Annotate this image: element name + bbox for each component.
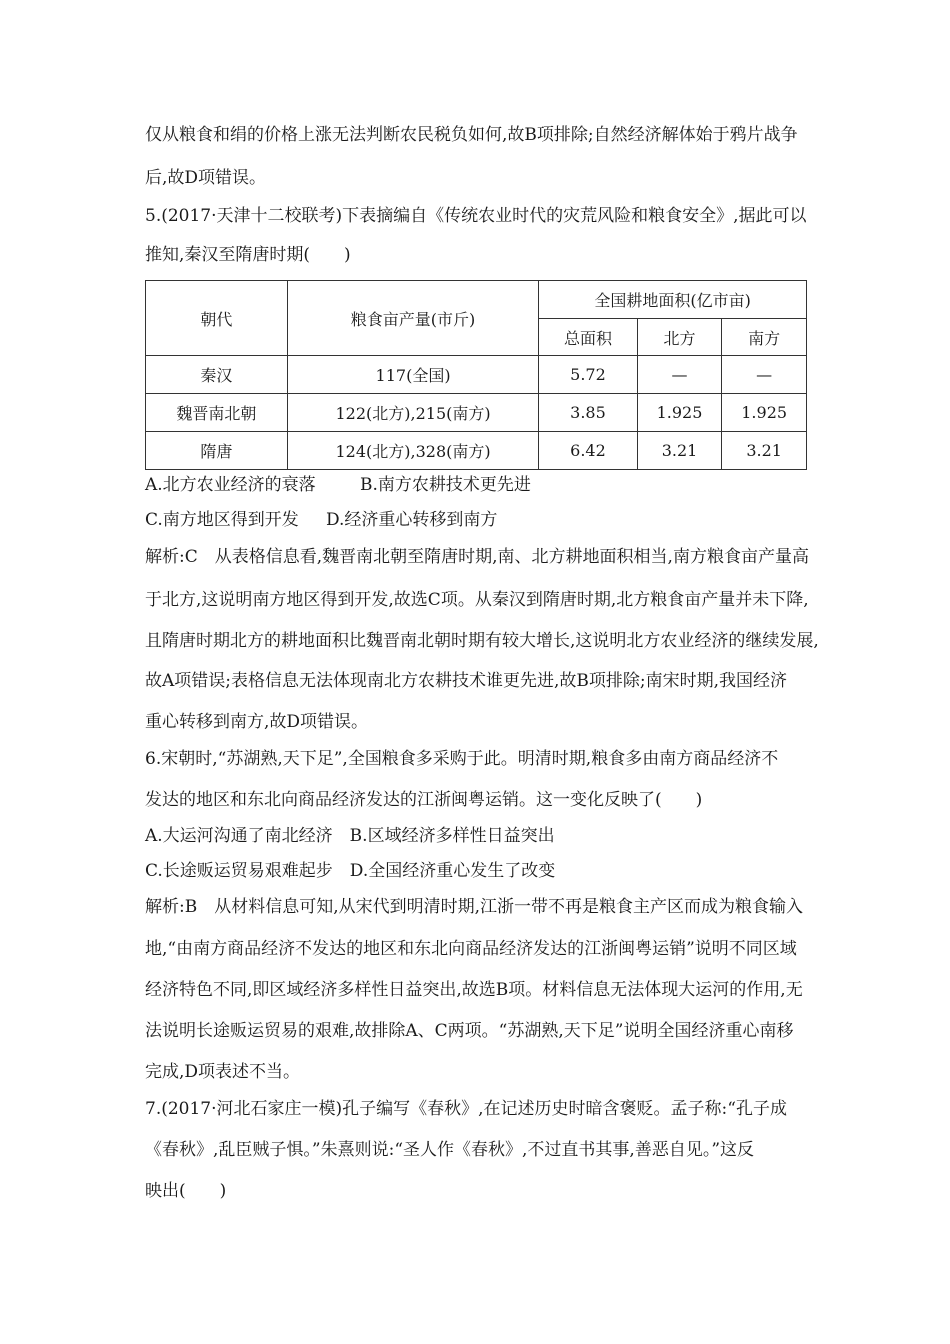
- option-d: D.经济重心转移到南方: [326, 510, 498, 530]
- answer-6-cont: 法说明长途贩运贸易的艰难,故排除A、C两项。“苏湖熟,天下足”说明全国经济重心南移: [145, 1021, 794, 1041]
- cell-north: —: [637, 356, 722, 394]
- question-7-stem-cont: 映出( ): [145, 1181, 227, 1201]
- header-dynasty: 朝代: [146, 281, 288, 356]
- option-ab: A.大运河沟通了南北经济 B.区域经济多样性日益突出: [145, 826, 555, 846]
- cell-yield: 117(全国): [287, 356, 538, 394]
- header-yield: 粮食亩产量(市斤): [287, 281, 538, 356]
- question-7-stem-cont: 《春秋》,乱臣贼子惧。”朱熹则说:“圣人作《春秋》,不过直书其事,善恶自见。”这反: [145, 1140, 755, 1160]
- answer-6-cont: 完成,D项表述不当。: [145, 1062, 301, 1082]
- question-7-stem: 7.(2017·河北石家庄一模)孔子编写《春秋》,在记述历史时暗含褒贬。孟子称:“孔子成: [145, 1099, 787, 1119]
- answer-5-cont: 且隋唐时期北方的耕地面积比魏晋南北朝时期有较大增长,这说明北方农业经济的继续发展,: [145, 631, 819, 651]
- cell-south: 1.925: [722, 394, 807, 432]
- text-line: 后,故D项错误。: [145, 168, 267, 188]
- cell-north: 3.21: [637, 432, 722, 470]
- cell-north: 1.925: [637, 394, 722, 432]
- answer-5-cont: 重心转移到南方,故D项错误。: [145, 712, 369, 732]
- option-cd: C.长途贩运贸易艰难起步 D.全国经济重心发生了改变: [145, 861, 556, 881]
- header-north: 北方: [637, 319, 722, 356]
- cell-total: 5.72: [539, 356, 637, 394]
- question-6-stem-cont: 发达的地区和东北向商品经济发达的江浙闽粤运销。这一变化反映了( ): [145, 790, 703, 810]
- question-5-stem-cont: 推知,秦汉至隋唐时期( ): [145, 245, 351, 265]
- header-total: 总面积: [539, 319, 637, 356]
- grain-data-table: [145, 280, 807, 470]
- table-row: [146, 432, 807, 470]
- cell-dynasty: 隋唐: [146, 432, 288, 470]
- answer-5-cont: 于北方,这说明南方地区得到开发,故选C项。从秦汉到隋唐时期,北方粮食亩产量并未下降,: [145, 590, 809, 610]
- table-row: [146, 356, 807, 394]
- option-b: B.南方农耕技术更先进: [360, 475, 531, 495]
- cell-total: 6.42: [539, 432, 637, 470]
- cell-total: 3.85: [539, 394, 637, 432]
- answer-6: 解析:B 从材料信息可知,从宋代到明清时期,江浙一带不再是粮食主产区而成为粮食输入: [145, 897, 804, 917]
- answer-5-cont: 故A项错误;表格信息无法体现南北方农耕技术谁更先进,故B项排除;南宋时期,我国经济: [145, 671, 788, 691]
- cell-dynasty: 秦汉: [146, 356, 288, 394]
- answer-5: 解析:C 从表格信息看,魏晋南北朝至隋唐时期,南、北方耕地面积相当,南方粮食亩产量高: [145, 547, 809, 567]
- cell-south: 3.21: [722, 432, 807, 470]
- header-area: 全国耕地面积(亿市亩): [539, 281, 807, 319]
- option-c: C.南方地区得到开发: [145, 510, 299, 530]
- cell-yield: 124(北方),328(南方): [287, 432, 538, 470]
- cell-south: —: [722, 356, 807, 394]
- answer-6-cont: 经济特色不同,即区域经济多样性日益突出,故选B项。材料信息无法体现大运河的作用,无: [145, 980, 803, 1000]
- question-6-stem: 6.宋朝时,“苏湖熟,天下足”,全国粮食多采购于此。明清时期,粮食多由南方商品经济不: [145, 749, 779, 769]
- header-south: 南方: [722, 319, 807, 356]
- option-a: A.北方农业经济的衰落: [145, 475, 316, 495]
- question-5-stem: 5.(2017·天津十二校联考)下表摘编自《传统农业时代的灾荒风险和粮食安全》,据此可以: [145, 206, 807, 226]
- cell-dynasty: 魏晋南北朝: [146, 394, 288, 432]
- cell-yield: 122(北方),215(南方): [287, 394, 538, 432]
- answer-6-cont: 地,“由南方商品经济不发达的地区和东北向商品经济发达的江浙闽粤运销”说明不同区域: [145, 939, 797, 959]
- table-row: [146, 394, 807, 432]
- text-line: 仅从粮食和绢的价格上涨无法判断农民税负如何,故B项排除;自然经济解体始于鸦片战争: [145, 125, 798, 145]
